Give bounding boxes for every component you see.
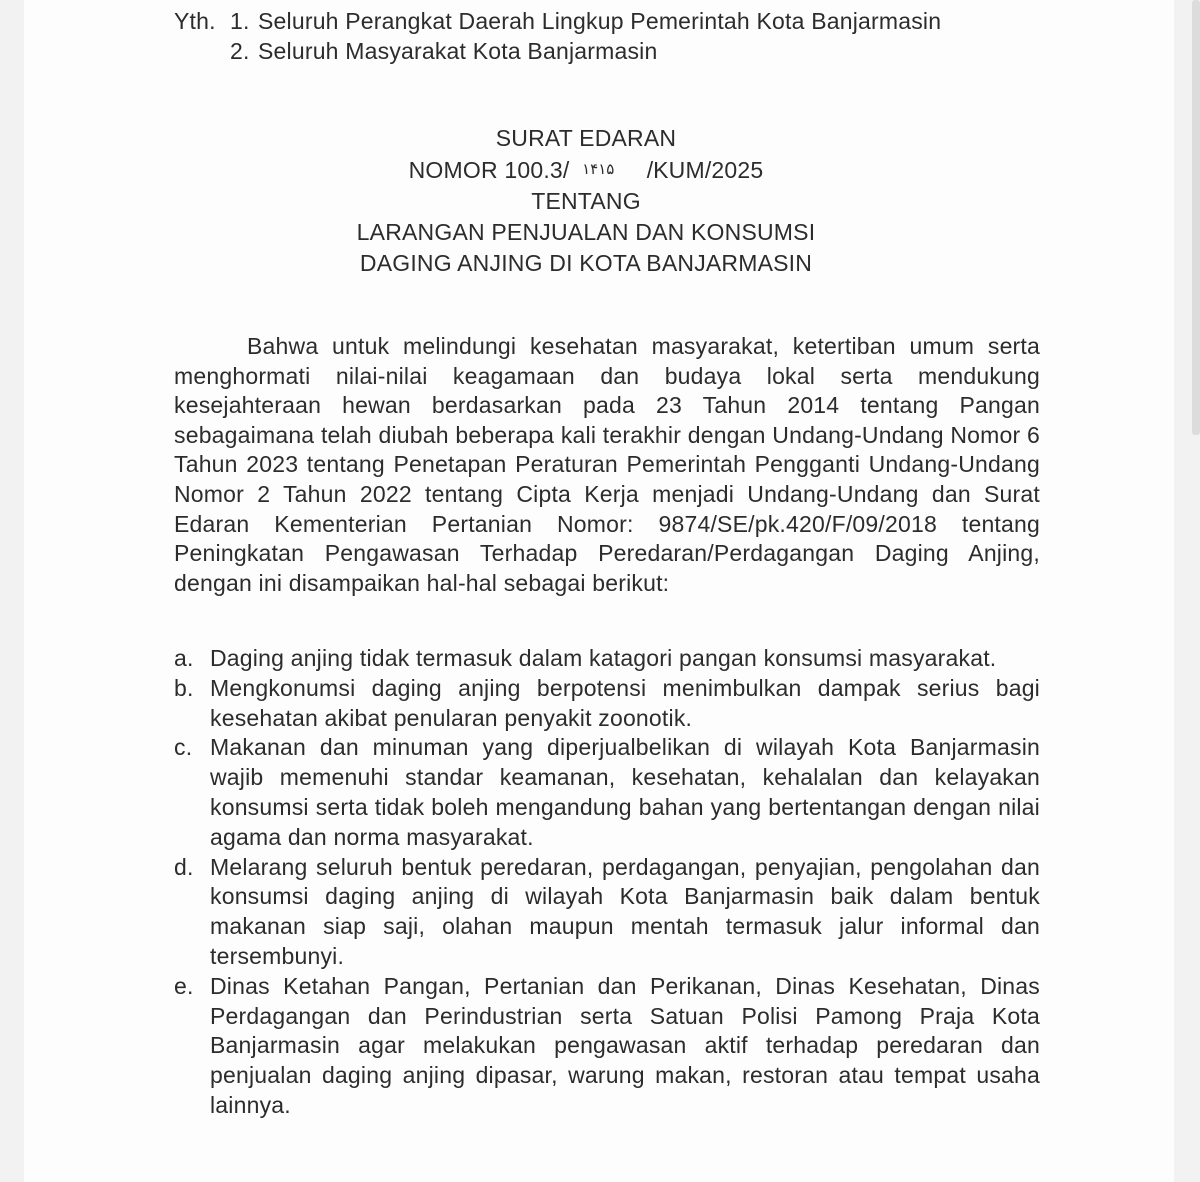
list-item-text: Melarang seluruh bentuk peredaran, perdagangan, penyajian, pengolahan dan konsumsi daging anjing di wilayah Kota Banjarmasin baik dalam bentuk makanan siap saji, olahan maupun mentah termasuk jalur informal dan tersembunyi. [210,853,1040,969]
points-list [174,644,1040,1121]
number-suffix: /KUM/2025 [646,157,764,183]
list-marker: e. [174,972,194,999]
list-item [174,674,1040,734]
list-item [174,853,1040,972]
letter-subject-line-2: DAGING ANJING DI KOTA BANJARMASIN [359,250,813,276]
letter-subject-line-1: LARANGAN PENJUALAN DAN KONSUMSI [356,219,816,245]
list-marker: b. [174,674,194,701]
letter-header [24,123,1148,279]
addressee-row-2 [174,36,941,66]
letter-number [24,154,1148,186]
list-item-text: Daging anjing tidak termasuk dalam katagori pangan konsumsi masyarakat. [210,645,997,671]
letter-about: TENTANG [531,188,641,214]
list-item-text: Mengkonumsi daging anjing berpotensi menimbulkan dampak serius bagi kesehatan akibat penularan penyakit zoonotik. [210,674,1040,731]
addressee-row-1 [174,6,941,36]
list-item [174,644,1040,674]
number-prefix: NOMOR 100.3/ [408,157,570,183]
list-marker: a. [174,645,194,671]
letter-title: SURAT EDARAN [495,125,677,151]
scrollbar[interactable] [1192,0,1200,435]
handwritten-number: ۱۴۱۵ [582,161,615,178]
body-paragraph: Bahwa untuk melindungi kesehatan masyarakat, ketertiban umum serta menghormati nilai-nilai keagamaan dan budaya lokal serta mendukung kesejahteraan hewan berdasarkan pada 23 Tahun 2014 tentang Pangan sebagaimana telah diubah beberapa kali terakhir dengan Undang-Undang Nomor 6 Tahun 2023 tentang Penetapan Peraturan Pemerintah Pengganti Undang-Undang Nomor 2 Tahun 2022 tentang Cipta Kerja menjadi Undang-Undang dan Surat Edaran Kementerian Pertanian Nomor: 9874/SE/pk.420/F/09/2018 tentang Peningkatan Pengawasan Terhadap Peredaran/Perdagangan Daging Anjing, dengan ini disampaikan hal-hal sebagai berikut: [174,333,1040,596]
list-item [174,972,1040,1121]
list-marker: d. [174,853,194,880]
recipient-text: Seluruh Perangkat Daerah Lingkup Pemerintah Kota Banjarmasin [258,8,942,34]
list-item-text: Dinas Ketahan Pangan, Pertanian dan Perikanan, Dinas Kesehatan, Dinas Perdagangan dan Perindustrian serta Satuan Polisi Pamong Praja Kota Banjarmasin agar melakukan pengawasan aktif terhadap peredaran dan penjualan daging anjing dipasar, warung makan, restoran atau tempat usaha lainnya. [210,972,1040,1118]
list-item [174,733,1040,852]
list-item-text: Makanan dan minuman yang diperjualbelikan di wilayah Kota Banjarmasin wajib memenuhi standar keamanan, kesehatan, kehalalan dan kelayakan konsumsi serta tidak boleh mengandung bahan yang bertentangan dengan nilai agama dan norma masyarakat. [210,734,1040,850]
list-marker: c. [174,734,193,761]
recipient-number: 2. [230,38,250,64]
document-page [24,0,1174,1182]
addressee-prefix: Yth. [174,8,216,34]
addressee-block [174,6,941,66]
recipient-number: 1. [230,8,250,34]
recipient-text: Seluruh Masyarakat Kota Banjarmasin [258,38,658,64]
